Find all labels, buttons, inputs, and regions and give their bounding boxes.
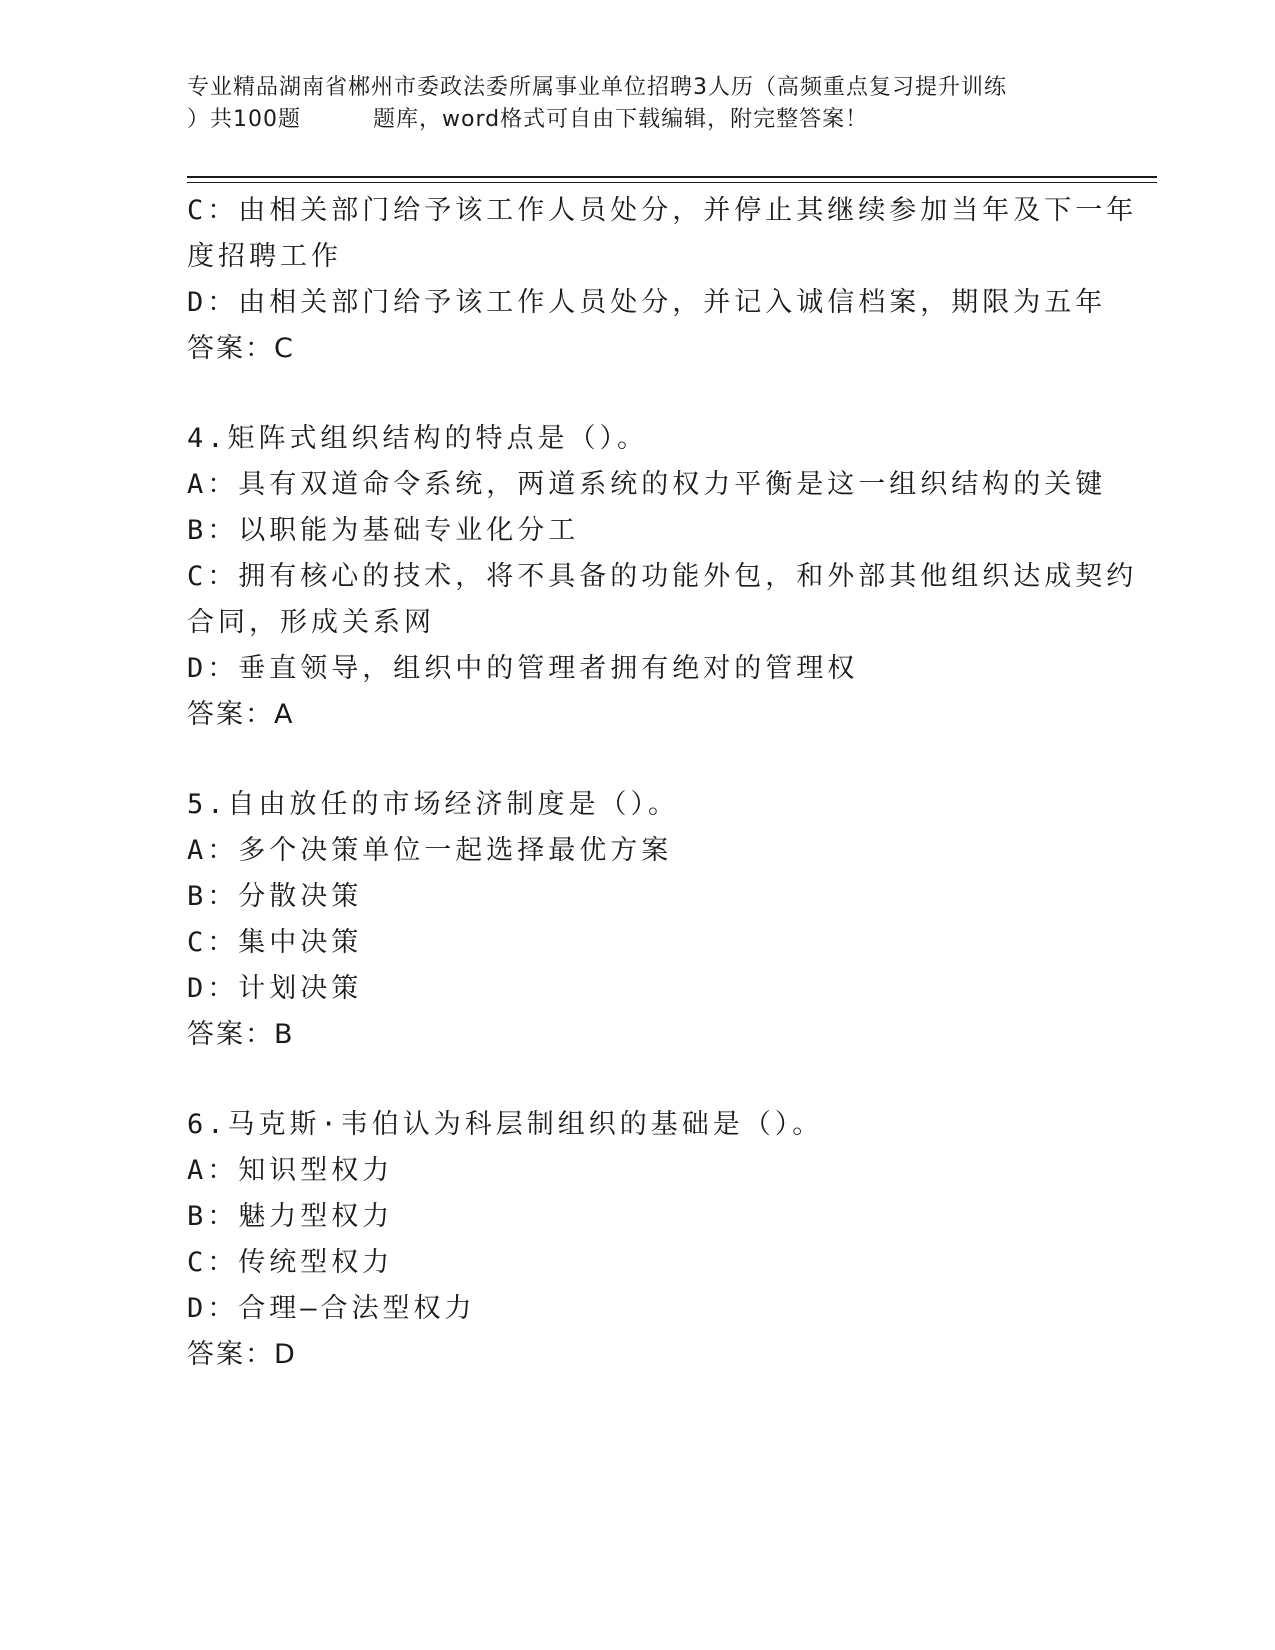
option-b: B：分散决策 — [187, 881, 363, 912]
question-text: 5.自由放任的市场经济制度是（）。 — [187, 789, 680, 820]
option-c-line2: 度招聘工作 — [187, 241, 342, 272]
header-title-line2 — [187, 104, 1087, 136]
question-5 — [187, 782, 1087, 1058]
question-spacer — [187, 372, 1087, 416]
question-6 — [187, 1102, 1087, 1378]
header-title-line2-part2: 题库，word格式可自由下载编辑，附完整答案！ — [373, 107, 869, 132]
header-divider-thick — [187, 176, 1157, 178]
option-c: C：集中决策 — [187, 927, 363, 958]
question-3-tail — [187, 188, 1138, 372]
option-a: A：知识型权力 — [187, 1155, 394, 1186]
header-title-line1: 专业精品湖南省郴州市委政法委所属事业单位招聘3人历（高频重点复习提升训练 — [187, 75, 1007, 100]
question-spacer — [187, 738, 1087, 782]
option-c: C：传统型权力 — [187, 1247, 394, 1278]
question-content — [187, 188, 1138, 1378]
question-4 — [187, 416, 1138, 738]
option-b: B：魅力型权力 — [187, 1201, 394, 1232]
option-a: A：多个决策单位一起选择最优方案 — [187, 835, 673, 866]
answer-line: 答案：A — [187, 699, 295, 730]
question-spacer — [187, 1058, 1087, 1102]
option-c-line2: 合同，形成关系网 — [187, 607, 435, 638]
option-d: D：垂直领导，组织中的管理者拥有绝对的管理权 — [187, 653, 859, 684]
option-d: D：由相关部门给予该工作人员处分，并记入诚信档案，期限为五年 — [187, 287, 1107, 318]
option-d: D：合理—合法型权力 — [187, 1293, 476, 1324]
header-divider-thin — [187, 182, 1157, 183]
option-a: A：具有双道命令系统，两道系统的权力平衡是这一组织结构的关键 — [187, 469, 1107, 500]
answer-line: 答案：D — [187, 1339, 297, 1370]
option-c-line1: C：由相关部门给予该工作人员处分，并停止其继续参加当年及下一年 — [187, 195, 1138, 226]
option-d: D：计划决策 — [187, 973, 363, 1004]
option-c-line1: C：拥有核心的技术，将不具备的功能外包，和外部其他组织达成契约 — [187, 561, 1138, 592]
question-text: 4.矩阵式组织结构的特点是（）。 — [187, 423, 649, 454]
option-b: B：以职能为基础专业化分工 — [187, 515, 580, 546]
answer-line: 答案：C — [187, 333, 295, 364]
header-title-line2-part1: ）共100题 — [187, 107, 301, 132]
page-header — [187, 72, 1087, 136]
answer-line: 答案：B — [187, 1019, 295, 1050]
question-text: 6.马克斯·韦伯认为科层制组织的基础是（）。 — [187, 1109, 824, 1140]
